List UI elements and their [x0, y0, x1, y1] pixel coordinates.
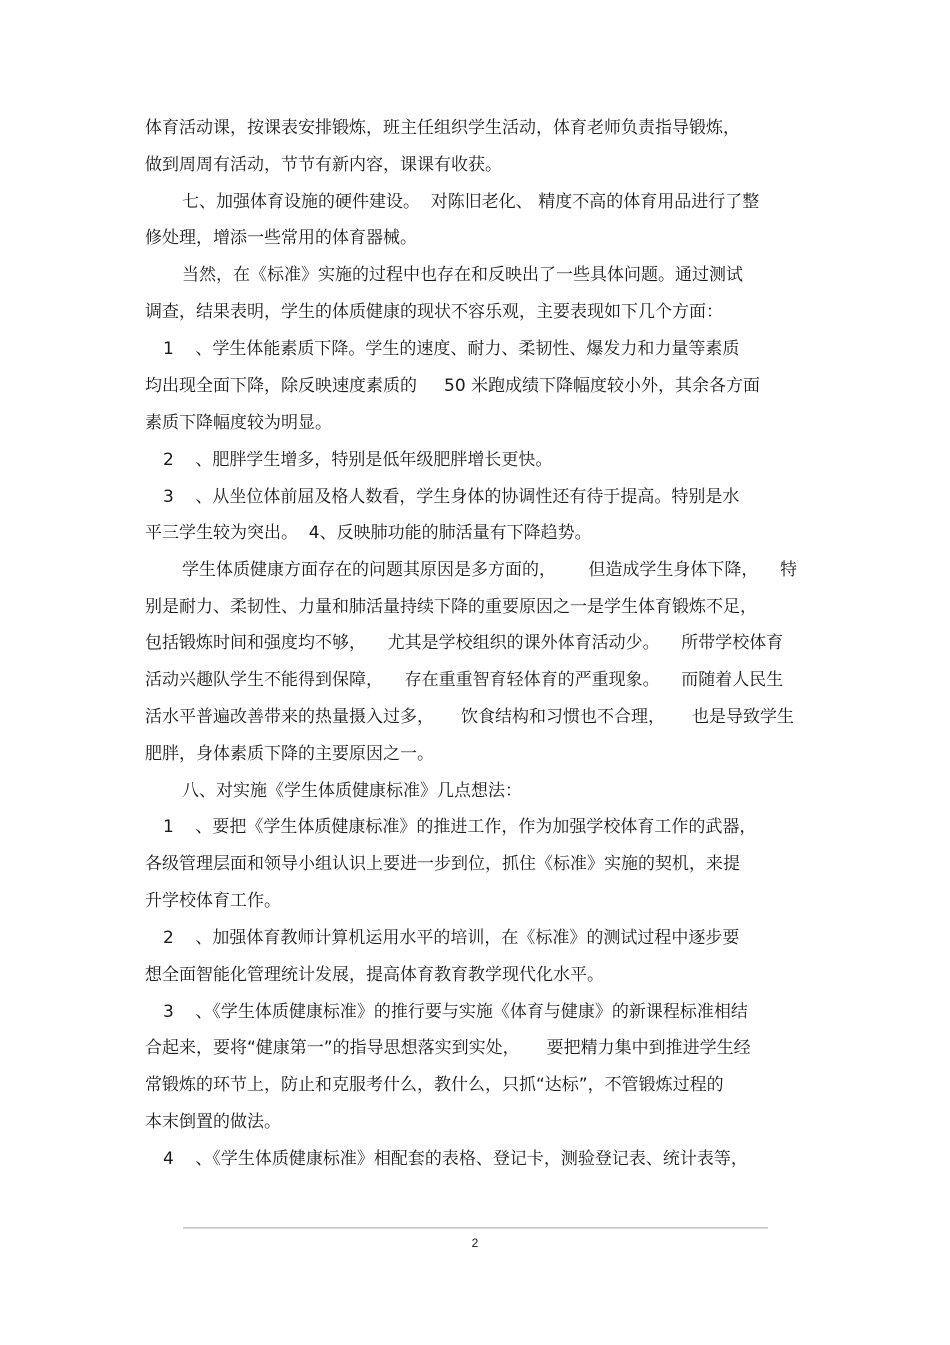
text-line: 做到周周有活动，节节有新内容，课课有收获。 [145, 155, 502, 175]
text-line: 当然，在《标准》实施的过程中也存在和反映出了一些具体问题。通过测试 [182, 265, 743, 285]
text-line: 活动兴趣队学生不能得到保障， 存在重重智育轻体育的严重现象。 而随着人民生 [145, 670, 784, 690]
text-line: 素质下降幅度较为明显。 [145, 413, 332, 433]
text-line: 4 、《学生体质健康标准》相配套的表格、登记卡，测验登记表、统计表等， [163, 1149, 748, 1169]
text-line: 肥胖，身体素质下降的主要原因之一。 [145, 744, 434, 764]
text-line: 本末倒置的做法。 [145, 1112, 281, 1132]
text-line: 包括锻炼时间和强度均不够， 尤其是学校组织的课外体育活动少。 所带学校体育 [145, 633, 784, 653]
text-line: 别是耐力、柔韧性、力量和肺活量持续下降的重要原因之一是学生体育锻炼不足， [145, 597, 757, 617]
text-line: 3 、从坐位体前屈及格人数看，学生身体的协调性还有待于提高。特别是水 [163, 487, 740, 507]
text-line: 常锻炼的环节上，防止和克服考什么，教什么，只抓“达标”，不管锻炼过程的 [145, 1075, 724, 1095]
text-line: 3 、《学生体质健康标准》的推行要与实施《体育与健康》的新课程标准相结 [163, 1002, 748, 1022]
text-line: 各级管理层面和领导小组认识上要进一步到位，抓住《标准》实施的契机，来提 [145, 854, 740, 874]
text-line: 合起来，要将“健康第一”的指导思想落实到实处， 要把精力集中到推进学生经 [145, 1038, 751, 1058]
text-line: 2 、肥胖学生增多，特别是低年级肥胖增长更快。 [163, 450, 553, 470]
text-line: 体育活动课，按课表安排锻炼，班主任组织学生活动，体育老师负责指导锻炼， [145, 118, 740, 138]
text-line: 升学校体育工作。 [145, 891, 281, 911]
footer-divider [183, 1227, 768, 1229]
text-line: 1 、要把《学生体质健康标准》的推进工作，作为加强学校体育工作的武器， [163, 817, 757, 837]
text-line: 2 、加强体育教师计算机运用水平的培训，在《标准》的测试过程中逐步要 [163, 928, 740, 948]
text-line: 修处理，增添一些常用的体育器械。 [145, 228, 417, 248]
text-line: 1 、学生体能素质下降。学生的速度、耐力、柔韧性、爆发力和力量等素质 [163, 339, 740, 359]
text-line: 活水平普遍改善带来的热量摄入过多， 饮食结构和习惯也不合理， 也是导致学生 [145, 707, 795, 727]
text-line: 调查，结果表明，学生的体质健康的现状不容乐观，主要表现如下几个方面： [145, 302, 723, 322]
text-line: 八、对实施《学生体质健康标准》几点想法： [182, 781, 522, 801]
text-line: 均出现全面下降，除反映速度素质的 50 米跑成绩下降幅度较小外，其余各方面 [145, 376, 761, 396]
page-number: 2 [471, 1236, 479, 1250]
text-line: 想全面智能化管理统计发展，提高体育教育教学现代化水平。 [145, 965, 604, 985]
text-line: 平三学生较为突出。 4、反映肺功能的肺活量有下降趋势。 [145, 523, 592, 543]
text-line: 学生体质健康方面存在的问题其原因是多方面的， 但造成学生身体下降， 特 [182, 560, 798, 580]
text-line: 七、加强体育设施的硬件建设。 对陈旧老化、 精度不高的体育用品进行了整 [182, 192, 760, 212]
